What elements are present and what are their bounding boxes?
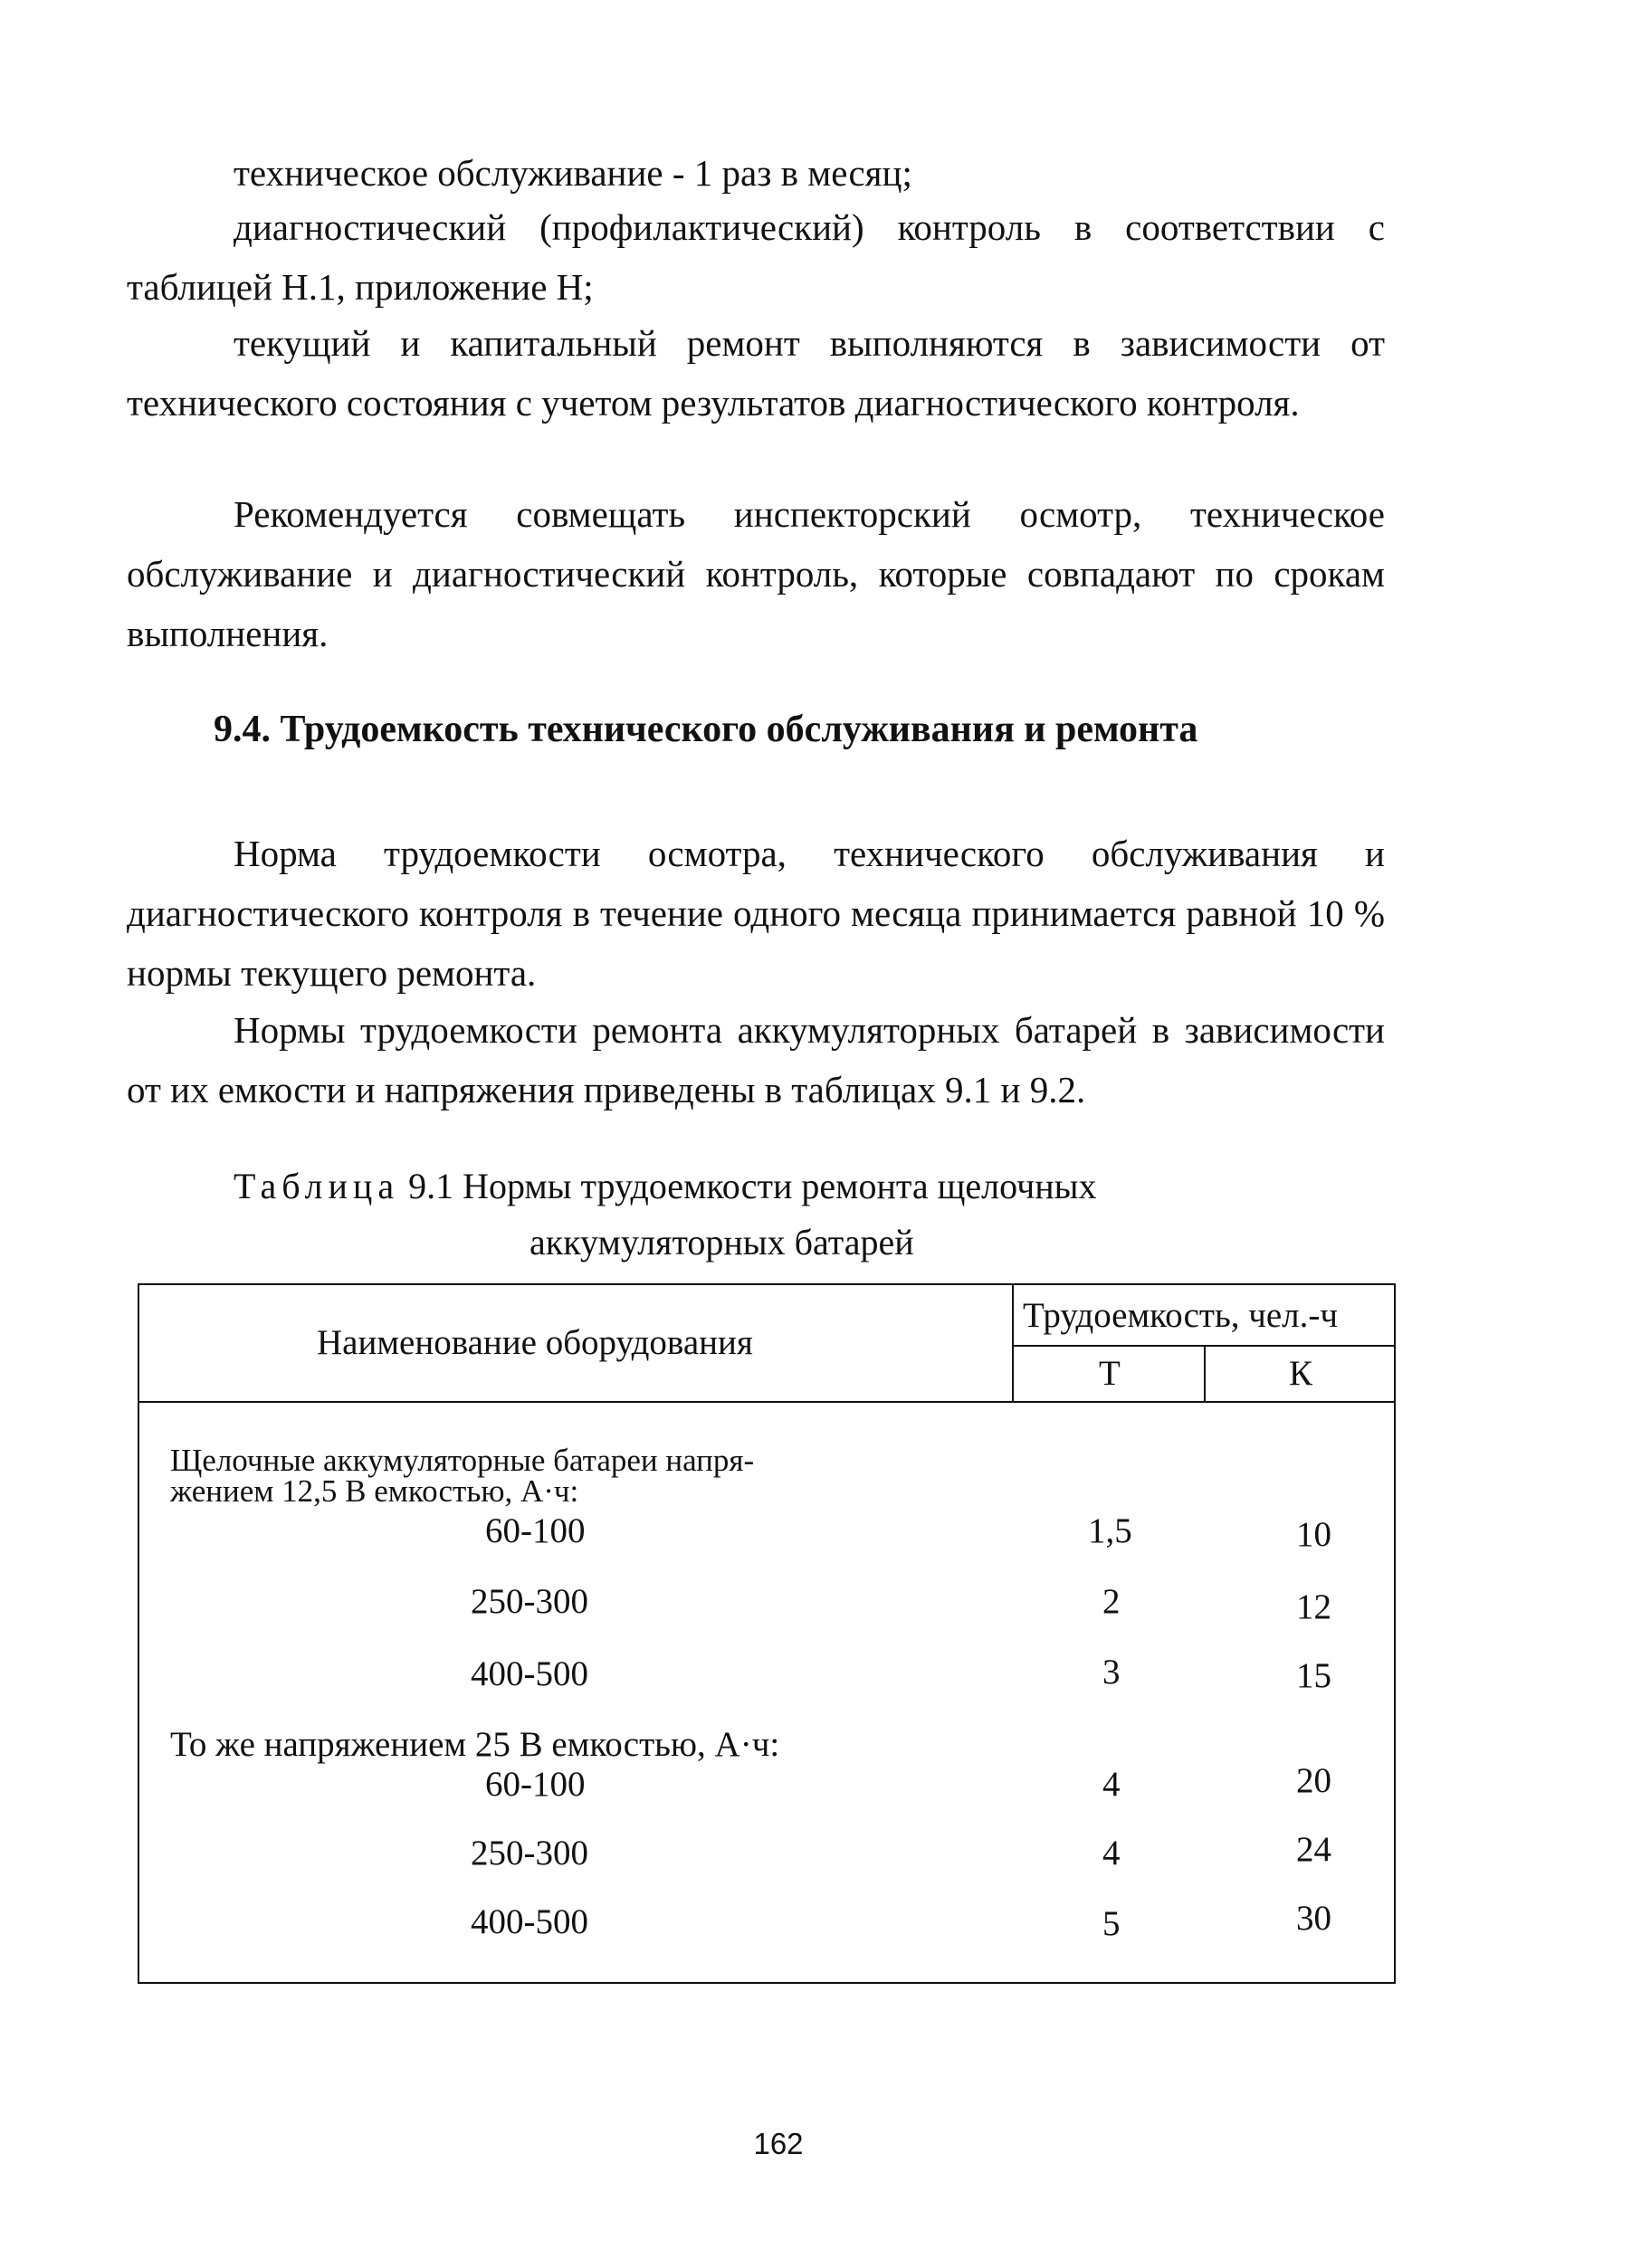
row-k-value: 24 [1296,1830,1331,1869]
row-t-value: 1,5 [1088,1511,1132,1550]
row-capacity: 400-500 [471,1654,588,1693]
row-t-value: 4 [1102,1834,1121,1873]
header-labor-intensity: Трудоемкость, чел.-ч [1023,1296,1338,1335]
header-equipment-name: Наименование оборудования [317,1323,753,1362]
paragraph-battery-norms: Нормы трудоемкости ремонта аккумуляторных батарей в зависимости от их емкости и напряжения приведены в таблицах 9.1 и 9.2. [127,1009,1385,1110]
header-k: К [1289,1354,1313,1393]
table-caption-title-line1: Нормы трудоемкости ремонта щелочных [463,1166,1097,1206]
row-t-value: 3 [1102,1653,1121,1691]
paragraph-repair: текущий и капитальный ремонт выполняются в зависимости от технического состояния с учетом результатов диагностического контроля. [127,322,1385,424]
labor-norms-table [138,1283,1396,1984]
row-t-value: 5 [1102,1904,1121,1943]
row-capacity: 400-500 [471,1902,588,1941]
row-capacity: 60-100 [485,1511,586,1550]
paragraph-diagnostic-control: диагностический (профилактический) контроль в соответствии с таблицей Н.1, приложение Н; [127,206,1385,308]
row-t-value: 2 [1102,1582,1121,1621]
row-k-value: 20 [1296,1761,1331,1800]
page-number: 162 [753,2127,804,2160]
row-k-value: 15 [1296,1656,1331,1695]
row-k-value: 30 [1296,1899,1331,1938]
table-caption-label: Таблица [234,1166,400,1206]
row-capacity: 60-100 [485,1765,586,1804]
row-t-value: 4 [1102,1765,1121,1804]
paragraph-recommendation: Рекомендуется совмещать инспекторский осмотр, техническое обслуживание и диагностический контроль, которые совпадают по срокам выполнения. [127,493,1385,654]
paragraph-labor-norm: Норма трудоемкости осмотра, технического обслуживания и диагностического контроля в течение одного месяца принимается равной 10 % нормы текущего ремонта. [127,833,1385,994]
group-label: жением 12,5 В емкостью, А·ч: [170,1473,579,1509]
row-k-value: 10 [1296,1515,1331,1554]
table-divider [1204,1345,1206,1401]
section-heading: 9.4. Трудоемкость технического обслуживания и ремонта [214,709,1198,750]
table-divider [1012,1345,1394,1347]
paragraph-maintenance: техническое обслуживание - 1 раз в месяц; [234,152,912,194]
table-caption-title-line2: аккумуляторных батарей [530,1222,914,1263]
table-caption-number: 9.1 [408,1166,454,1206]
table-divider [1012,1285,1014,1401]
header-t: Т [1099,1354,1121,1393]
group-label: То же напряжением 25 В емкостью, А·ч: [170,1725,780,1764]
table-caption [234,1158,1410,1271]
group-label: Щелочные аккумуляторные батареи напря- [170,1443,755,1478]
row-capacity: 250-300 [471,1582,588,1621]
table-header-divider [139,1401,1394,1403]
row-k-value: 12 [1296,1587,1331,1626]
row-capacity: 250-300 [471,1834,588,1873]
